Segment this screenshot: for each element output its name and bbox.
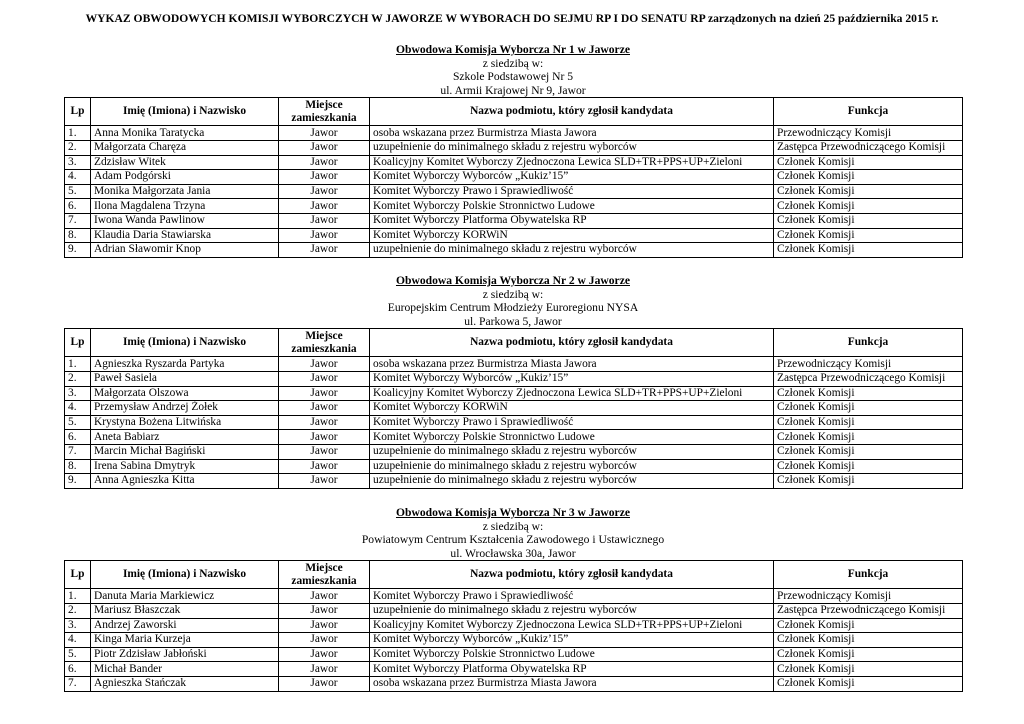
commission-title: Obwodowa Komisja Wyborcza Nr 2 w Jaworze	[395, 274, 630, 287]
header-organization: Nazwa podmiotu, który zgłosił kandydata	[370, 561, 774, 589]
member-name: Kinga Maria Kurzeja	[91, 633, 279, 648]
header-function: Funkcja	[774, 98, 963, 126]
member-organization: uzupełnienie do minimalnego składu z rejestru wyborców	[370, 474, 774, 489]
member-organization: Komitet Wyborczy Wyborców „Kukiz’15”	[370, 371, 774, 386]
table-row	[65, 228, 963, 243]
member-residence: Jawor	[279, 243, 370, 258]
header-name: Imię (Imiona) i Nazwisko	[91, 98, 279, 126]
table-row	[65, 243, 963, 258]
member-organization: Komitet Wyborczy Platforma Obywatelska RP	[370, 213, 774, 228]
member-name: Anna Agnieszka Kitta	[91, 474, 279, 489]
table-row	[65, 603, 963, 618]
member-name: Ilona Magdalena Trzyna	[91, 199, 279, 214]
member-lp: 3.	[65, 618, 91, 633]
member-name: Paweł Sasiela	[91, 371, 279, 386]
member-function: Członek Komisji	[774, 444, 963, 459]
table-header-row	[65, 329, 963, 357]
member-lp: 6.	[65, 199, 91, 214]
member-organization: Koalicyjny Komitet Wyborczy Zjednoczona Lewica SLD+TR+PPS+UP+Zieloni	[370, 618, 774, 633]
member-function: Członek Komisji	[774, 170, 963, 185]
member-lp: 8.	[65, 459, 91, 474]
commission-header	[64, 506, 962, 560]
member-organization: osoba wskazana przez Burmistrza Miasta Jawora	[370, 126, 774, 141]
table-row	[65, 126, 963, 141]
members-table	[64, 328, 963, 488]
member-name: Piotr Zdzisław Jabłoński	[91, 647, 279, 662]
header-organization: Nazwa podmiotu, który zgłosił kandydata	[370, 98, 774, 126]
member-organization: uzupełnienie do minimalnego składu z rejestru wyborców	[370, 140, 774, 155]
table-row	[65, 213, 963, 228]
member-function: Członek Komisji	[774, 618, 963, 633]
member-lp: 2.	[65, 140, 91, 155]
member-name: Irena Sabina Dmytryk	[91, 459, 279, 474]
member-lp: 6.	[65, 662, 91, 677]
table-row	[65, 386, 963, 401]
commission-section	[64, 506, 962, 692]
member-function: Zastępca Przewodniczącego Komisji	[774, 371, 963, 386]
member-lp: 5.	[65, 415, 91, 430]
member-function: Zastępca Przewodniczącego Komisji	[774, 140, 963, 155]
member-name: Marcin Michał Bagiński	[91, 444, 279, 459]
member-lp: 9.	[65, 243, 91, 258]
table-row	[65, 459, 963, 474]
member-organization: uzupełnienie do minimalnego składu z rejestru wyborców	[370, 459, 774, 474]
seat-name: Europejskim Centrum Młodzieży Euroregionu NYSA	[387, 301, 639, 315]
member-residence: Jawor	[279, 603, 370, 618]
member-name: Mariusz Błaszczak	[91, 603, 279, 618]
member-lp: 8.	[65, 228, 91, 243]
member-function: Członek Komisji	[774, 415, 963, 430]
member-residence: Jawor	[279, 633, 370, 648]
member-organization: Komitet Wyborczy Prawo i Sprawiedliwość	[370, 589, 774, 604]
member-organization: uzupełnienie do minimalnego składu z rejestru wyborców	[370, 444, 774, 459]
table-header-row	[65, 98, 963, 126]
member-lp: 2.	[65, 603, 91, 618]
member-function: Członek Komisji	[774, 430, 963, 445]
table-row	[65, 647, 963, 662]
member-residence: Jawor	[279, 589, 370, 604]
header-lp: Lp	[65, 561, 91, 589]
table-row	[65, 676, 963, 691]
member-function: Członek Komisji	[774, 213, 963, 228]
commission-section	[64, 43, 962, 258]
table-row	[65, 589, 963, 604]
member-function: Członek Komisji	[774, 662, 963, 677]
member-organization: uzupełnienie do minimalnego składu z rejestru wyborców	[370, 603, 774, 618]
member-lp: 1.	[65, 357, 91, 372]
member-function: Członek Komisji	[774, 647, 963, 662]
member-name: Zdzisław Witek	[91, 155, 279, 170]
member-name: Michał Bander	[91, 662, 279, 677]
member-name: Monika Małgorzata Jania	[91, 184, 279, 199]
header-organization: Nazwa podmiotu, który zgłosił kandydata	[370, 329, 774, 357]
member-organization: Komitet Wyborczy Wyborców „Kukiz’15”	[370, 633, 774, 648]
member-residence: Jawor	[279, 662, 370, 677]
member-lp: 4.	[65, 633, 91, 648]
header-function: Funkcja	[774, 329, 963, 357]
commission-title: Obwodowa Komisja Wyborcza Nr 1 w Jaworze	[395, 43, 630, 56]
member-function: Członek Komisji	[774, 676, 963, 691]
member-function: Członek Komisji	[774, 155, 963, 170]
member-organization: Komitet Wyborczy Polskie Stronnictwo Ludowe	[370, 647, 774, 662]
commission-title: Obwodowa Komisja Wyborcza Nr 3 w Jaworze	[395, 506, 630, 519]
member-residence: Jawor	[279, 170, 370, 185]
member-name: Aneta Babiarz	[91, 430, 279, 445]
member-function: Członek Komisji	[774, 386, 963, 401]
member-residence: Jawor	[279, 213, 370, 228]
header-residence: Miejsce zamieszkania	[279, 561, 370, 589]
table-row	[65, 371, 963, 386]
member-name: Adam Podgórski	[91, 170, 279, 185]
members-table	[64, 97, 963, 257]
seat-address: ul. Armii Krajowej Nr 9, Jawor	[440, 83, 586, 97]
member-organization: Koalicyjny Komitet Wyborczy Zjednoczona Lewica SLD+TR+PPS+UP+Zieloni	[370, 386, 774, 401]
table-row	[65, 662, 963, 677]
header-name: Imię (Imiona) i Nazwisko	[91, 329, 279, 357]
member-function: Przewodniczący Komisji	[774, 126, 963, 141]
member-residence: Jawor	[279, 430, 370, 445]
header-lp: Lp	[65, 98, 91, 126]
table-row	[65, 184, 963, 199]
member-organization: uzupełnienie do minimalnego składu z rejestru wyborców	[370, 243, 774, 258]
member-name: Agnieszka Stańczak	[91, 676, 279, 691]
member-residence: Jawor	[279, 474, 370, 489]
member-function: Członek Komisji	[774, 459, 963, 474]
member-lp: 1.	[65, 126, 91, 141]
member-residence: Jawor	[279, 386, 370, 401]
member-residence: Jawor	[279, 126, 370, 141]
member-lp: 7.	[65, 676, 91, 691]
member-lp: 6.	[65, 430, 91, 445]
member-organization: osoba wskazana przez Burmistrza Miasta Jawora	[370, 676, 774, 691]
seat-name: Powiatowym Centrum Kształcenia Zawodowego i Ustawicznego	[361, 533, 665, 547]
member-residence: Jawor	[279, 459, 370, 474]
header-residence: Miejsce zamieszkania	[279, 98, 370, 126]
member-organization: Komitet Wyborczy Polskie Stronnictwo Ludowe	[370, 199, 774, 214]
member-name: Małgorzata Charęza	[91, 140, 279, 155]
table-row	[65, 401, 963, 416]
table-row	[65, 170, 963, 185]
table-row	[65, 357, 963, 372]
member-lp: 5.	[65, 184, 91, 199]
table-header-row	[65, 561, 963, 589]
member-name: Adrian Sławomir Knop	[91, 243, 279, 258]
member-residence: Jawor	[279, 357, 370, 372]
member-lp: 4.	[65, 170, 91, 185]
table-row	[65, 618, 963, 633]
member-residence: Jawor	[279, 444, 370, 459]
table-row	[65, 633, 963, 648]
member-organization: Komitet Wyborczy KORWiN	[370, 228, 774, 243]
member-residence: Jawor	[279, 228, 370, 243]
member-function: Członek Komisji	[774, 184, 963, 199]
member-name: Danuta Maria Markiewicz	[91, 589, 279, 604]
table-row	[65, 140, 963, 155]
member-organization: Komitet Wyborczy Polskie Stronnictwo Ludowe	[370, 430, 774, 445]
member-lp: 7.	[65, 444, 91, 459]
table-row	[65, 430, 963, 445]
member-lp: 2.	[65, 371, 91, 386]
member-residence: Jawor	[279, 415, 370, 430]
member-name: Agnieszka Ryszarda Partyka	[91, 357, 279, 372]
member-organization: Komitet Wyborczy Platforma Obywatelska RP	[370, 662, 774, 677]
member-function: Członek Komisji	[774, 199, 963, 214]
member-residence: Jawor	[279, 647, 370, 662]
member-name: Krystyna Bożena Litwińska	[91, 415, 279, 430]
seat-label: z siedzibą w:	[482, 287, 544, 301]
document-title: WYKAZ OBWODOWYCH KOMISJI WYBORCZYCH W JAWORZE W WYBORACH DO SEJMU RP I DO SENATU RP zarządzonych na dzień 25 października 2015 r.	[85, 12, 939, 25]
member-name: Iwona Wanda Pawlinow	[91, 213, 279, 228]
header-lp: Lp	[65, 329, 91, 357]
table-row	[65, 155, 963, 170]
commission-header	[64, 274, 962, 328]
member-name: Klaudia Daria Stawiarska	[91, 228, 279, 243]
table-row	[65, 474, 963, 489]
seat-label: z siedzibą w:	[482, 56, 544, 70]
member-organization: Komitet Wyborczy Prawo i Sprawiedliwość	[370, 184, 774, 199]
member-function: Członek Komisji	[774, 401, 963, 416]
table-row	[65, 199, 963, 214]
commission-header	[64, 43, 962, 97]
seat-name: Szkole Podstawowej Nr 5	[452, 70, 574, 84]
member-residence: Jawor	[279, 618, 370, 633]
member-residence: Jawor	[279, 401, 370, 416]
seat-address: ul. Wrocławska 30a, Jawor	[450, 546, 576, 560]
member-organization: Komitet Wyborczy Prawo i Sprawiedliwość	[370, 415, 774, 430]
member-residence: Jawor	[279, 371, 370, 386]
member-lp: 4.	[65, 401, 91, 416]
header-function: Funkcja	[774, 561, 963, 589]
commission-section	[64, 274, 962, 489]
member-organization: Komitet Wyborczy Wyborców „Kukiz’15”	[370, 170, 774, 185]
seat-address: ul. Parkowa 5, Jawor	[464, 314, 562, 328]
header-residence: Miejsce zamieszkania	[279, 329, 370, 357]
member-function: Członek Komisji	[774, 243, 963, 258]
member-residence: Jawor	[279, 199, 370, 214]
member-organization: osoba wskazana przez Burmistrza Miasta Jawora	[370, 357, 774, 372]
member-lp: 3.	[65, 155, 91, 170]
member-organization: Koalicyjny Komitet Wyborczy Zjednoczona Lewica SLD+TR+PPS+UP+Zieloni	[370, 155, 774, 170]
member-lp: 5.	[65, 647, 91, 662]
member-name: Przemysław Andrzej Żołek	[91, 401, 279, 416]
member-name: Anna Monika Taratycka	[91, 126, 279, 141]
table-row	[65, 444, 963, 459]
member-lp: 1.	[65, 589, 91, 604]
member-lp: 3.	[65, 386, 91, 401]
member-function: Zastępca Przewodniczącego Komisji	[774, 603, 963, 618]
members-table	[64, 560, 963, 691]
member-name: Andrzej Zaworski	[91, 618, 279, 633]
table-row	[65, 415, 963, 430]
member-function: Przewodniczący Komisji	[774, 357, 963, 372]
member-lp: 9.	[65, 474, 91, 489]
member-function: Członek Komisji	[774, 633, 963, 648]
member-name: Małgorzata Olszowa	[91, 386, 279, 401]
member-residence: Jawor	[279, 140, 370, 155]
member-residence: Jawor	[279, 155, 370, 170]
member-function: Przewodniczący Komisji	[774, 589, 963, 604]
member-organization: Komitet Wyborczy KORWiN	[370, 401, 774, 416]
member-function: Członek Komisji	[774, 228, 963, 243]
member-residence: Jawor	[279, 184, 370, 199]
seat-label: z siedzibą w:	[482, 519, 544, 533]
member-residence: Jawor	[279, 676, 370, 691]
member-function: Członek Komisji	[774, 474, 963, 489]
member-lp: 7.	[65, 213, 91, 228]
header-name: Imię (Imiona) i Nazwisko	[91, 561, 279, 589]
